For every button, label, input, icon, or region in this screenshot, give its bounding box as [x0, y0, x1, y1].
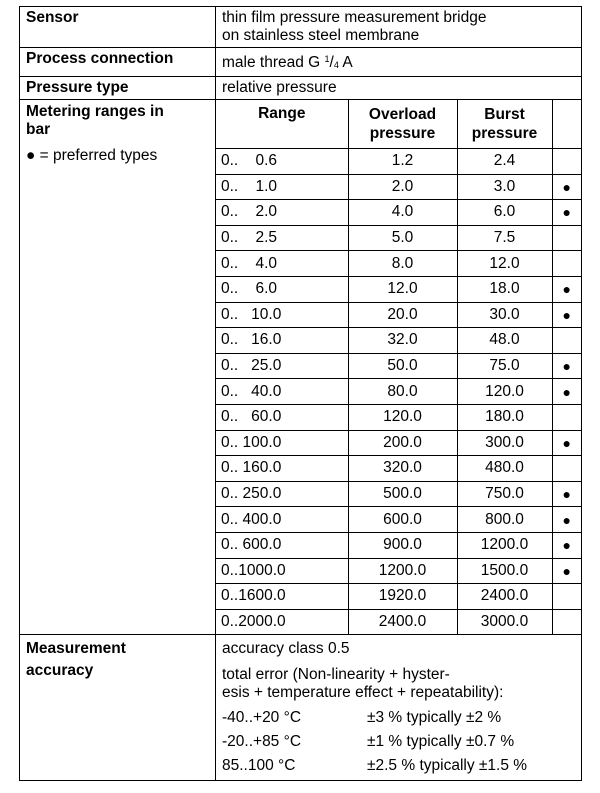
overload-value: 2400.0 [348, 609, 457, 634]
pressure-type-value: relative pressure [216, 77, 582, 100]
range-row [216, 251, 581, 277]
overload-value: 12.0 [348, 276, 457, 302]
sensor-value [216, 7, 582, 48]
metering-label-line-1: Metering ranges in [26, 103, 164, 120]
range-value: 0.. 16.0 [216, 328, 348, 354]
overload-value: 50.0 [348, 353, 457, 379]
burst-header [457, 100, 552, 149]
row-metering-ranges [20, 100, 582, 635]
range-value: 0.. 40.0 [216, 379, 348, 405]
range-row [216, 507, 581, 533]
range-value: 0.. 600.0 [216, 532, 348, 558]
burst-value: 30.0 [457, 302, 552, 328]
burst-value: 18.0 [457, 276, 552, 302]
range-row [216, 456, 581, 482]
burst-value: 800.0 [457, 507, 552, 533]
overload-value: 1920.0 [348, 584, 457, 610]
preferred-mark: ● [552, 276, 581, 302]
process-connection-label: Process connection [20, 48, 216, 77]
range-row [216, 200, 581, 226]
range-value: 0.. 100.0 [216, 430, 348, 456]
sensor-line-2: on stainless steel membrane [222, 27, 420, 44]
range-row [216, 149, 581, 175]
burst-value: 300.0 [457, 430, 552, 456]
burst-value: 1500.0 [457, 558, 552, 584]
preferred-mark [552, 609, 581, 634]
preferred-mark: ● [552, 481, 581, 507]
preferred-mark [552, 225, 581, 251]
temperature-range: 85..100 °C [222, 757, 296, 775]
range-row [216, 174, 581, 200]
preferred-mark: ● [552, 430, 581, 456]
overload-value: 900.0 [348, 532, 457, 558]
error-value: ±3 % typically ±2 % [367, 709, 502, 727]
overload-value: 600.0 [348, 507, 457, 533]
metering-label-cell [20, 100, 216, 635]
preferred-mark: ● [552, 507, 581, 533]
process-connection-value [216, 48, 582, 77]
burst-value: 7.5 [457, 225, 552, 251]
burst-value: 180.0 [457, 404, 552, 430]
thread-fraction-slash: / [329, 54, 334, 71]
overload-value: 8.0 [348, 251, 457, 277]
row-pressure-type [20, 77, 582, 100]
range-row [216, 328, 581, 354]
burst-value: 2.4 [457, 149, 552, 175]
overload-value: 20.0 [348, 302, 457, 328]
overload-header-line-2: pressure [369, 125, 436, 142]
range-row [216, 481, 581, 507]
preferred-mark: ● [552, 558, 581, 584]
burst-value: 1200.0 [457, 532, 552, 558]
thread-suffix: A [338, 54, 353, 71]
range-row [216, 584, 581, 610]
accuracy-label-cell [20, 635, 216, 781]
thread-prefix: male thread G [222, 54, 325, 71]
range-value: 0.. 250.0 [216, 481, 348, 507]
preferred-mark [552, 328, 581, 354]
range-value: 0.. 6.0 [216, 276, 348, 302]
temperature-range: -40..+20 °C [222, 709, 302, 727]
burst-value: 48.0 [457, 328, 552, 354]
range-header: Range [216, 100, 348, 149]
overload-value: 500.0 [348, 481, 457, 507]
row-sensor [20, 7, 582, 48]
range-value: 0.. 10.0 [216, 302, 348, 328]
burst-value: 480.0 [457, 456, 552, 482]
burst-value: 120.0 [457, 379, 552, 405]
range-value: 0.. 1.0 [216, 174, 348, 200]
preferred-mark [552, 584, 581, 610]
burst-header-line-1: Burst [484, 106, 525, 123]
range-value: 0.. 2.0 [216, 200, 348, 226]
range-row [216, 225, 581, 251]
accuracy-class: accuracy class 0.5 [222, 640, 350, 658]
spec-table [19, 6, 582, 781]
pressure-type-label: Pressure type [20, 77, 216, 100]
overload-value: 1.2 [348, 149, 457, 175]
range-row [216, 532, 581, 558]
preferred-mark: ● [552, 353, 581, 379]
range-value: 0.. 4.0 [216, 251, 348, 277]
burst-value: 3000.0 [457, 609, 552, 634]
range-row [216, 276, 581, 302]
overload-value: 1200.0 [348, 558, 457, 584]
error-value: ±1 % typically ±0.7 % [367, 733, 515, 751]
range-row [216, 558, 581, 584]
range-row [216, 609, 581, 634]
burst-value: 2400.0 [457, 584, 552, 610]
thread-fraction-denominator: 4 [333, 60, 339, 70]
total-error-line-1: total error (Non-linearity + hyster- [222, 666, 450, 684]
burst-value: 750.0 [457, 481, 552, 507]
burst-value: 12.0 [457, 251, 552, 277]
preferred-mark: ● [552, 200, 581, 226]
overload-value: 320.0 [348, 456, 457, 482]
tolerance-list [222, 706, 575, 778]
burst-header-line-2: pressure [471, 125, 538, 142]
preferred-mark [552, 456, 581, 482]
sensor-line-1: thin film pressure measurement bridge [222, 9, 487, 26]
range-row [216, 430, 581, 456]
preferred-mark: ● [552, 532, 581, 558]
accuracy-label-line-2: accuracy [26, 662, 94, 680]
sensor-label: Sensor [20, 7, 216, 48]
overload-value: 32.0 [348, 328, 457, 354]
tolerance-row [222, 730, 575, 754]
ranges-table [216, 100, 581, 634]
range-value: 0.. 400.0 [216, 507, 348, 533]
preferred-mark: ● [552, 379, 581, 405]
metering-label-line-2: bar [26, 121, 51, 138]
tolerance-row [222, 706, 575, 730]
accuracy-label-line-1: Measurement [26, 640, 126, 658]
overload-value: 200.0 [348, 430, 457, 456]
range-value: 0..2000.0 [216, 609, 348, 634]
range-value: 0.. 60.0 [216, 404, 348, 430]
burst-value: 3.0 [457, 174, 552, 200]
ranges-header-row [216, 100, 581, 149]
preferred-mark: ● [552, 302, 581, 328]
preferred-mark: ● [552, 174, 581, 200]
range-value: 0..1000.0 [216, 558, 348, 584]
row-measurement-accuracy [20, 635, 582, 781]
overload-value: 80.0 [348, 379, 457, 405]
range-row [216, 353, 581, 379]
range-row [216, 404, 581, 430]
temperature-range: -20..+85 °C [222, 733, 302, 751]
range-row [216, 302, 581, 328]
row-process-connection [20, 48, 582, 77]
preferred-mark [552, 251, 581, 277]
overload-header-line-1: Overload [368, 106, 437, 123]
overload-header [348, 100, 457, 149]
preferred-types-legend: ● = preferred types [26, 147, 158, 164]
error-value: ±2.5 % typically ±1.5 % [367, 757, 528, 775]
burst-value: 75.0 [457, 353, 552, 379]
burst-value: 6.0 [457, 200, 552, 226]
preferred-mark [552, 404, 581, 430]
range-row [216, 379, 581, 405]
overload-value: 5.0 [348, 225, 457, 251]
total-error-line-2: esis + temperature effect + repeatability): [222, 684, 504, 702]
range-value: 0.. 160.0 [216, 456, 348, 482]
preferred-mark [552, 149, 581, 175]
metering-ranges-cell [216, 100, 582, 635]
range-value: 0..1600.0 [216, 584, 348, 610]
range-value: 0.. 25.0 [216, 353, 348, 379]
overload-value: 2.0 [348, 174, 457, 200]
overload-value: 4.0 [348, 200, 457, 226]
overload-value: 120.0 [348, 404, 457, 430]
preferred-header [552, 100, 581, 149]
accuracy-value-cell [216, 635, 582, 781]
range-value: 0.. 2.5 [216, 225, 348, 251]
thread-fraction-numerator: 1 [324, 54, 330, 64]
tolerance-row [222, 754, 575, 778]
range-value: 0.. 0.6 [216, 149, 348, 175]
